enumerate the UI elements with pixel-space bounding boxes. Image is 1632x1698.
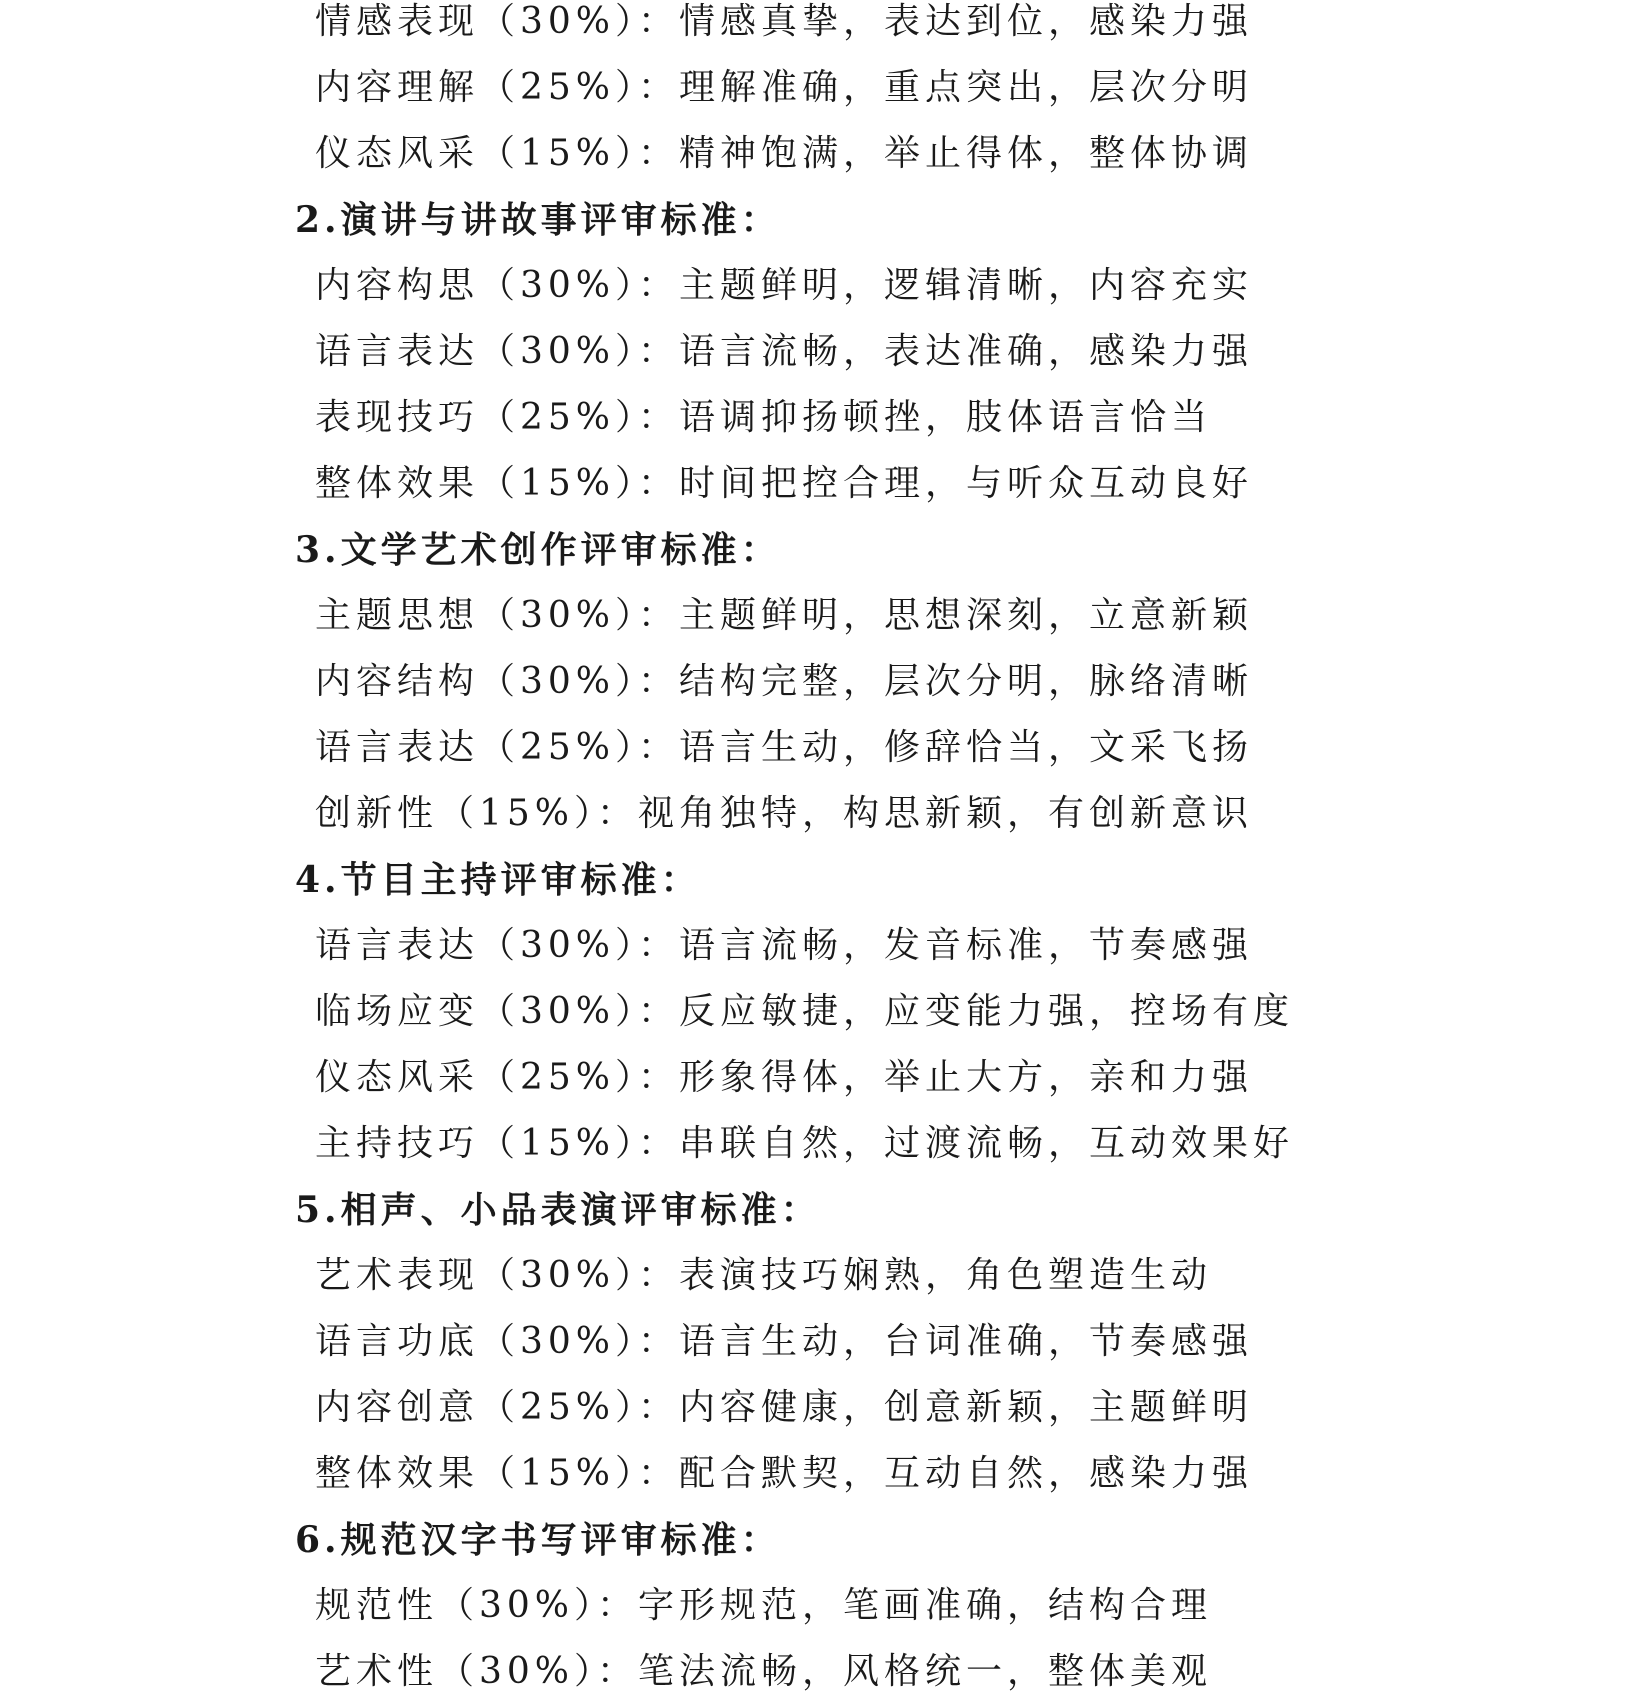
criterion-line: 主题思想（30%）：主题鲜明，思想深刻，立意新颖 xyxy=(315,595,1254,636)
criterion-line: 主持技巧（15%）：串联自然，过渡流畅，互动效果好 xyxy=(315,1123,1295,1164)
criterion-line: 仪态风采（25%）：形象得体，举止大方，亲和力强 xyxy=(315,1057,1254,1098)
criterion-line: 艺术表现（30%）：表演技巧娴熟，角色塑造生动 xyxy=(315,1255,1213,1296)
section-heading: 4.节目主持评审标准： xyxy=(295,859,701,901)
criterion-line: 创新性（15%）：视角独特，构思新颖，有创新意识 xyxy=(315,793,1254,834)
section-heading: 6.规范汉字书写评审标准： xyxy=(295,1519,781,1561)
criterion-line: 规范性（30%）：字形规范，笔画准确，结构合理 xyxy=(315,1585,1213,1626)
criterion-line: 语言表达（25%）：语言生动，修辞恰当，文采飞扬 xyxy=(315,727,1254,768)
criterion-line: 语言表达（30%）：语言流畅，发音标准，节奏感强 xyxy=(315,925,1254,966)
criterion-line: 语言功底（30%）：语言生动，台词准确，节奏感强 xyxy=(315,1321,1254,1362)
criterion-line: 语言表达（30%）：语言流畅，表达准确，感染力强 xyxy=(315,331,1254,372)
criterion-line: 整体效果（15%）：时间把控合理，与听众互动良好 xyxy=(315,463,1254,504)
criterion-line: 内容创意（25%）：内容健康，创意新颖，主题鲜明 xyxy=(315,1387,1254,1428)
criterion-line: 艺术性（30%）：笔法流畅，风格统一，整体美观 xyxy=(315,1651,1213,1692)
criterion-line: 临场应变（30%）：反应敏捷，应变能力强，控场有度 xyxy=(315,991,1295,1032)
section-heading: 5.相声、小品表演评审标准： xyxy=(295,1189,821,1231)
criterion-line: 表现技巧（25%）：语调抑扬顿挫，肢体语言恰当 xyxy=(315,397,1213,438)
section-heading: 2.演讲与讲故事评审标准： xyxy=(295,199,781,241)
criterion-line: 内容理解（25%）：理解准确，重点突出，层次分明 xyxy=(315,67,1254,108)
criterion-line: 整体效果（15%）：配合默契，互动自然，感染力强 xyxy=(315,1453,1254,1494)
section-heading: 3.文学艺术创作评审标准： xyxy=(295,529,781,571)
criterion-line: 内容结构（30%）：结构完整，层次分明，脉络清晰 xyxy=(315,661,1254,702)
criterion-line: 情感表现（30%）：情感真挚，表达到位，感染力强 xyxy=(315,1,1254,42)
criterion-line: 仪态风采（15%）：精神饱满，举止得体，整体协调 xyxy=(315,133,1254,174)
criterion-line: 内容构思（30%）：主题鲜明，逻辑清晰，内容充实 xyxy=(315,265,1254,306)
